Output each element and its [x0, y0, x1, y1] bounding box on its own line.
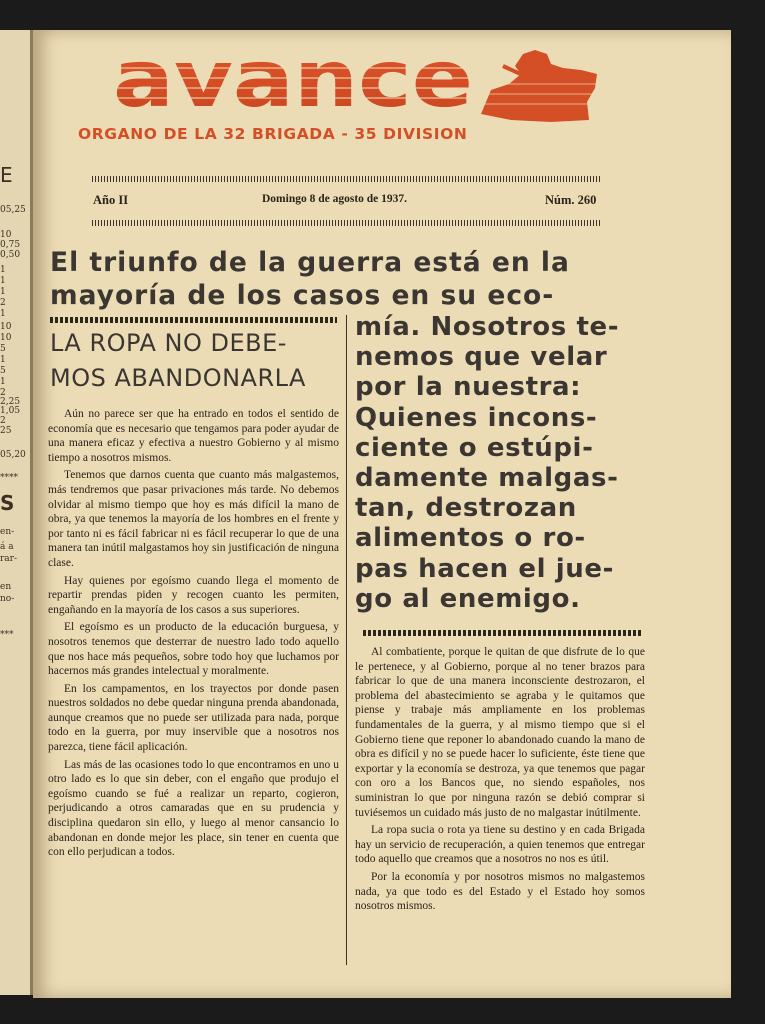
headline-line: go al enemigo. [355, 583, 581, 614]
masthead [111, 44, 601, 136]
title-line: LA ROPA NO DEBE- [50, 329, 287, 357]
headline-line: damente malgas- [355, 463, 619, 494]
fragment: 5 [0, 366, 6, 376]
fragment: 1 [0, 265, 6, 275]
fragment: 1 [0, 276, 6, 286]
headline-line: mayoría de los casos en su eco- [50, 280, 555, 311]
fragment: 2 [0, 388, 6, 398]
fragment: S [0, 491, 15, 515]
fragment: 5 [0, 344, 6, 354]
fragment: 25 [0, 426, 12, 436]
issue-year: Año II [93, 193, 129, 207]
fragment: 1 [0, 287, 6, 297]
top-rule [92, 176, 602, 182]
fragment: 1 [0, 355, 6, 365]
fragment: 05,20 [0, 450, 26, 460]
svg-text:avance: avance [113, 44, 474, 124]
fragment: á a [0, 542, 14, 552]
masthead-subtitle: ORGANO DE LA 32 BRIGADA - 35 DIVISION [78, 125, 468, 143]
fragment: E [0, 163, 13, 187]
fragment: 1,05 [0, 406, 21, 416]
left-article-title [50, 326, 340, 396]
fragment: en [0, 582, 12, 592]
fragment: **** [0, 473, 18, 483]
fragment: 0,75 [0, 240, 21, 250]
fragment: 1 [0, 309, 6, 319]
paragraph: El egoísmo es un producto de la educación burguesa, y nosotros tenemos que desterrar de nuestro lado todo aquello que nos hace más pequeños, sobre todo hoy que luchamos por hacernos más grandes intelectual y moralmente. [48, 621, 339, 678]
fragment: 0,50 [0, 250, 21, 260]
paragraph: En los campamentos, en los trayectos por donde pasen nuestros soldados no debe quedar ninguna prenda abandonada, aunque creamos que no puede ser utilizada para nada, porque todo en la guerra, por muy inservible que a nosotros nos parezca, tiene fácil aplicación. [48, 682, 339, 754]
avance-logo [111, 44, 601, 124]
fragment: *** [0, 630, 14, 640]
headline-line: El triunfo de la guerra está en la [50, 247, 570, 278]
title-line: MOS ABANDONARLA [50, 364, 306, 392]
headline-line: Quienes incons- [355, 402, 598, 433]
left-article-body [48, 407, 339, 863]
issue-number: Núm. 260 [545, 193, 597, 207]
headline-continuation [355, 312, 651, 614]
headline-line: mía. Nosotros te- [355, 312, 620, 342]
fragment: no- [0, 594, 15, 604]
headline-line: ciente o estúpi- [355, 432, 594, 463]
column-divider [346, 315, 347, 965]
headline-line: pas hacen el jue- [355, 553, 614, 584]
main-headline [50, 246, 675, 312]
fragment: 2 [0, 298, 6, 308]
star-separator [50, 317, 337, 323]
bottom-rule [92, 220, 602, 226]
fragment: en- [0, 527, 15, 537]
paragraph: Hay quienes por egoísmo cuando llega el momento de repartir prendas piden y recogen cuanto les permiten, engañando en la mayoría de los casos a sus superiores. [48, 574, 339, 616]
fragment: 2,25 [0, 397, 21, 407]
fragment: 2 [0, 416, 6, 426]
fragment: rar- [0, 554, 18, 564]
headline-line: nemos que velar [355, 342, 608, 373]
right-article-body [355, 645, 645, 917]
paragraph: Aún no parece ser que ha entrado en todos el sentido de economía que es necesario que tengamos para poder ayudar de una manera eficaz y efectiva a nuestro Gobierno y al mismo tiempo a nosotros mismos. [48, 408, 339, 464]
fragment: 05,25 [0, 205, 26, 215]
paragraph: Al combatiente, porque le quitan de que disfrute de lo que le pertenece, y al Gobierno, porque al no tener brazos para fabricar lo que de una manera inconsciente destrozaron, el problema del abastecimiento se agraba y le quitamos que piense y trabaje más ampliamente en los problemas fundamentales de la guerra, y al mismo tiempo que si el Gobierno tiene que reponer lo abandonado cuando la mano de obra es difícil y no se puede hacer lo suficiente, éste tiene que exportar y la economía se destroza, ya que tenemos que pagar con oro a los Bancos que, no siendo españoles, nos suministran lo que por ninguna razón se debió comprar si tuviésemos un cuidado más justo de no malgastar inútilmente. [355, 646, 645, 819]
paragraph: La ropa sucia o rota ya tiene su destino y en cada Brigada hay un servicio de recuperación, a quien tenemos que entregar todo aquello que creamos que a nosotros no nos es útil. [355, 824, 645, 866]
fragment: 10 [0, 230, 12, 240]
newspaper-page [33, 30, 731, 998]
headline-line: tan, destrozan [355, 493, 577, 524]
paragraph: Por la economía y por nosotros mismos no malgastemos nada, ya que todo es del Estado y el Estado hoy somos nosotros mismos. [355, 870, 645, 913]
star-separator [363, 630, 643, 636]
fragment: 10 [0, 322, 12, 332]
headline-line: por la nuestra: [355, 372, 582, 403]
fragment: 10 [0, 333, 12, 343]
headline-line: alimentos o ro- [355, 523, 586, 554]
issue-date: Domingo 8 de agosto de 1937. [262, 193, 408, 205]
paragraph: Las más de las ocasiones todo lo que encontramos en uno u otro lado es lo que sin deber, con el engaño que produjo el egoísmo cuando se fué a realizar un reparto, cogieron, perjudicando a otros camaradas que en su prudencia y disciplina quedaron sin ello, y luego al menor cansancio lo abandonan en donde mejor les place, sin tener en cuenta que con ello perjudican a todos. [48, 758, 339, 859]
fragment: 1 [0, 377, 6, 387]
paragraph: Tenemos que darnos cuenta que cuanto más malgastemos, más tendremos que pasar privaciones más tarde. No debemos olvidar al mismo tiempo que hoy es más difícil la mano de obra, ya que tenemos la mayoría de los hombres en el frente y por tanto ni es fácil fabricar ni es fácil recuperar lo que de una manera tan inútil malgastamos hoy sin justificación de ninguna clase. [48, 469, 339, 569]
adjacent-page-edge [0, 30, 33, 995]
